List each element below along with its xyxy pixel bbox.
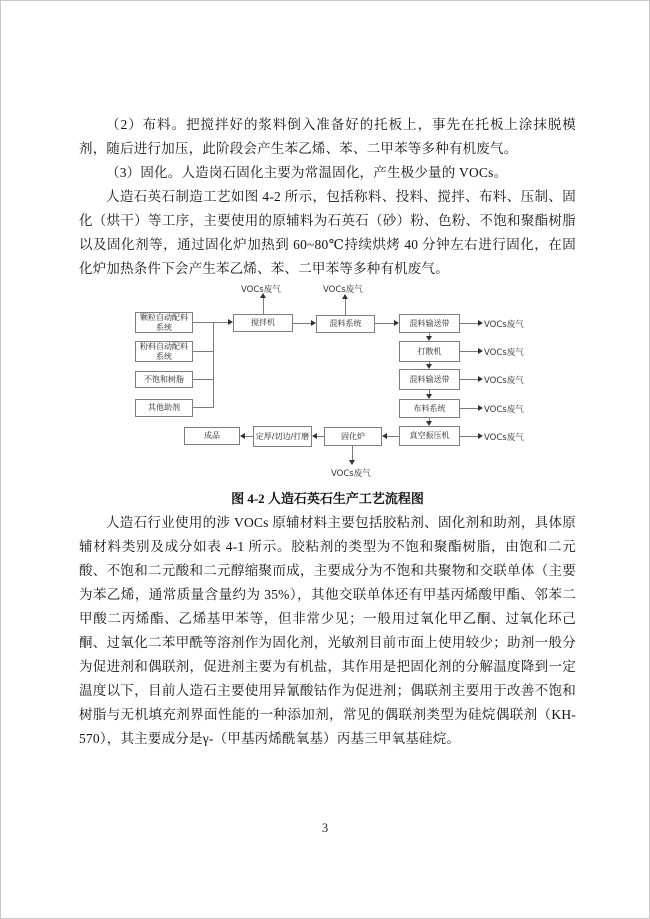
flow-line bbox=[213, 322, 214, 408]
voc-label-belt1: VOCs废气 bbox=[484, 320, 524, 330]
flow-line bbox=[193, 322, 213, 323]
flow-line bbox=[375, 323, 394, 324]
voc-label-curing-bottom: VOCs废气 bbox=[331, 469, 371, 479]
flow-node-blending: 混料系统 bbox=[316, 315, 375, 333]
page-number: 3 bbox=[321, 821, 329, 835]
flow-arrowhead bbox=[426, 364, 432, 369]
paragraph-process-intro: 人造石英石制造工艺如图 4-2 所示，包括称料、投料、搅拌、布料、压制、固化（烘干）等工序，主要使用的原辅料为石英石（砂）粉、色粉、不饱和聚酯树脂以及固化剂等，通过固化炉加热到 60~80℃持续烘烤 40 分钟左右进行固化，在固化炉加热条件下会产生苯乙烯、苯、二甲苯等多种有机废气。 bbox=[79, 189, 576, 276]
voc-label-press: VOCs废气 bbox=[484, 433, 524, 443]
flow-node-scatterer: 打散机 bbox=[399, 341, 460, 362]
paragraph-curing-step: （3）固化。人造岗石固化主要为常温固化，产生极少量的 VOCs。 bbox=[106, 165, 508, 180]
flow-line bbox=[460, 408, 478, 409]
flow-line bbox=[193, 351, 213, 352]
flow-arrowhead bbox=[426, 421, 432, 426]
flow-node-product: 成品 bbox=[184, 427, 240, 445]
flow-line bbox=[245, 436, 253, 437]
flow-line bbox=[352, 446, 353, 461]
flow-line bbox=[387, 436, 399, 437]
flow-arrowhead bbox=[349, 460, 355, 465]
flow-arrowhead bbox=[312, 433, 317, 439]
flow-arrowhead bbox=[342, 294, 348, 299]
flow-node-feeder-powder: 粉料自动配料系统 bbox=[135, 341, 193, 362]
flow-node-curing-oven: 固化炉 bbox=[324, 427, 382, 446]
flow-arrowhead bbox=[311, 320, 316, 326]
flow-node-belt2: 混料输送带 bbox=[399, 369, 460, 390]
flow-line bbox=[460, 379, 478, 380]
flow-line bbox=[460, 323, 478, 324]
flow-arrowhead bbox=[478, 405, 483, 411]
paragraph-cloth-step: （2）布料。把搅拌好的浆料倒入准备好的托板上，事先在托板上涂抹脱模剂，随后进行加压，此阶段会产生苯乙烯、苯、二甲苯等多种有机废气。 bbox=[79, 117, 576, 156]
flow-arrowhead bbox=[478, 376, 483, 382]
paragraph-materials: 人造石行业使用的涉 VOCs 原辅材料主要包括胶粘剂、固化剂和助剂，具体原辅材料类别及成分如表 4-1 所示。胶粘剂的类型为不饱和聚酯树脂，由饱和二元酸、不饱和二元酸和二元醇缩聚而成，主要成分为不饱和共聚物和交联单体（主要为苯乙烯，通常质量含量约为 35%），其他交联单体还有甲基丙烯酸甲酯、邻苯二甲酸二丙烯酯、乙烯基甲苯等，但非常少见；一般用过氧化甲乙酮、过氧化环己酮、过氧化二苯甲酰等溶剂作为固化剂，光敏剂目前市面上使用较少；助剂一般分为促进剂和偶联剂，促进剂主要为有机盐，其作用是把固化剂的分解温度降到一定温度以下，目前人造石主要使用异氰酸钴作为促进剂；偶联剂主要用于改善不饱和树脂与无机填充剂界面性能的一种添加剂，常见的偶联剂类型为硅烷偶联剂（KH-570），其主要成分是γ-（甲基丙烯酰氧基）丙基三甲氧基硅烷。 bbox=[79, 515, 576, 746]
voc-label-scatter: VOCs废气 bbox=[484, 348, 524, 358]
flow-line bbox=[460, 351, 478, 352]
flow-arrowhead bbox=[382, 433, 387, 439]
flow-node-additives: 其他助剂 bbox=[135, 399, 193, 417]
flow-node-resin: 不饱和树脂 bbox=[135, 371, 193, 388]
flow-node-belt1: 混料输送带 bbox=[399, 314, 460, 333]
process-flowchart bbox=[79, 282, 576, 487]
flow-node-cloth-system: 布料系统 bbox=[399, 399, 460, 418]
flow-arrowhead bbox=[478, 348, 483, 354]
flow-line bbox=[213, 322, 228, 323]
figure-caption: 图 4-2 人造石英石生产工艺流程图 bbox=[231, 491, 424, 506]
flow-line bbox=[345, 299, 346, 315]
flow-arrowhead bbox=[426, 336, 432, 341]
voc-label-belt2: VOCs废气 bbox=[484, 376, 524, 386]
flow-arrowhead bbox=[478, 433, 483, 439]
flow-line bbox=[193, 379, 213, 380]
flow-node-trimming: 定厚/切边/打磨 bbox=[253, 426, 312, 447]
flow-line bbox=[317, 436, 324, 437]
flow-line bbox=[460, 436, 478, 437]
flow-arrowhead bbox=[240, 433, 245, 439]
flow-node-mixer: 搅拌机 bbox=[233, 314, 293, 332]
flow-node-vacuum-press: 真空振压机 bbox=[399, 426, 460, 446]
document-content bbox=[79, 113, 576, 751]
flow-arrowhead bbox=[260, 293, 266, 298]
flow-line bbox=[293, 323, 311, 324]
flow-line bbox=[263, 298, 264, 314]
flow-arrowhead bbox=[426, 394, 432, 399]
voc-label-blend-top: VOCs废气 bbox=[323, 285, 363, 295]
flow-line bbox=[193, 407, 213, 408]
flow-node-feeder-granule: 颗粒自动配料系统 bbox=[135, 312, 193, 333]
flow-arrowhead bbox=[394, 320, 399, 326]
voc-label-cloth: VOCs废气 bbox=[484, 405, 524, 415]
flow-arrowhead bbox=[478, 320, 483, 326]
voc-label-mixer-top: VOCs废气 bbox=[241, 285, 281, 295]
flow-arrowhead bbox=[228, 319, 233, 325]
